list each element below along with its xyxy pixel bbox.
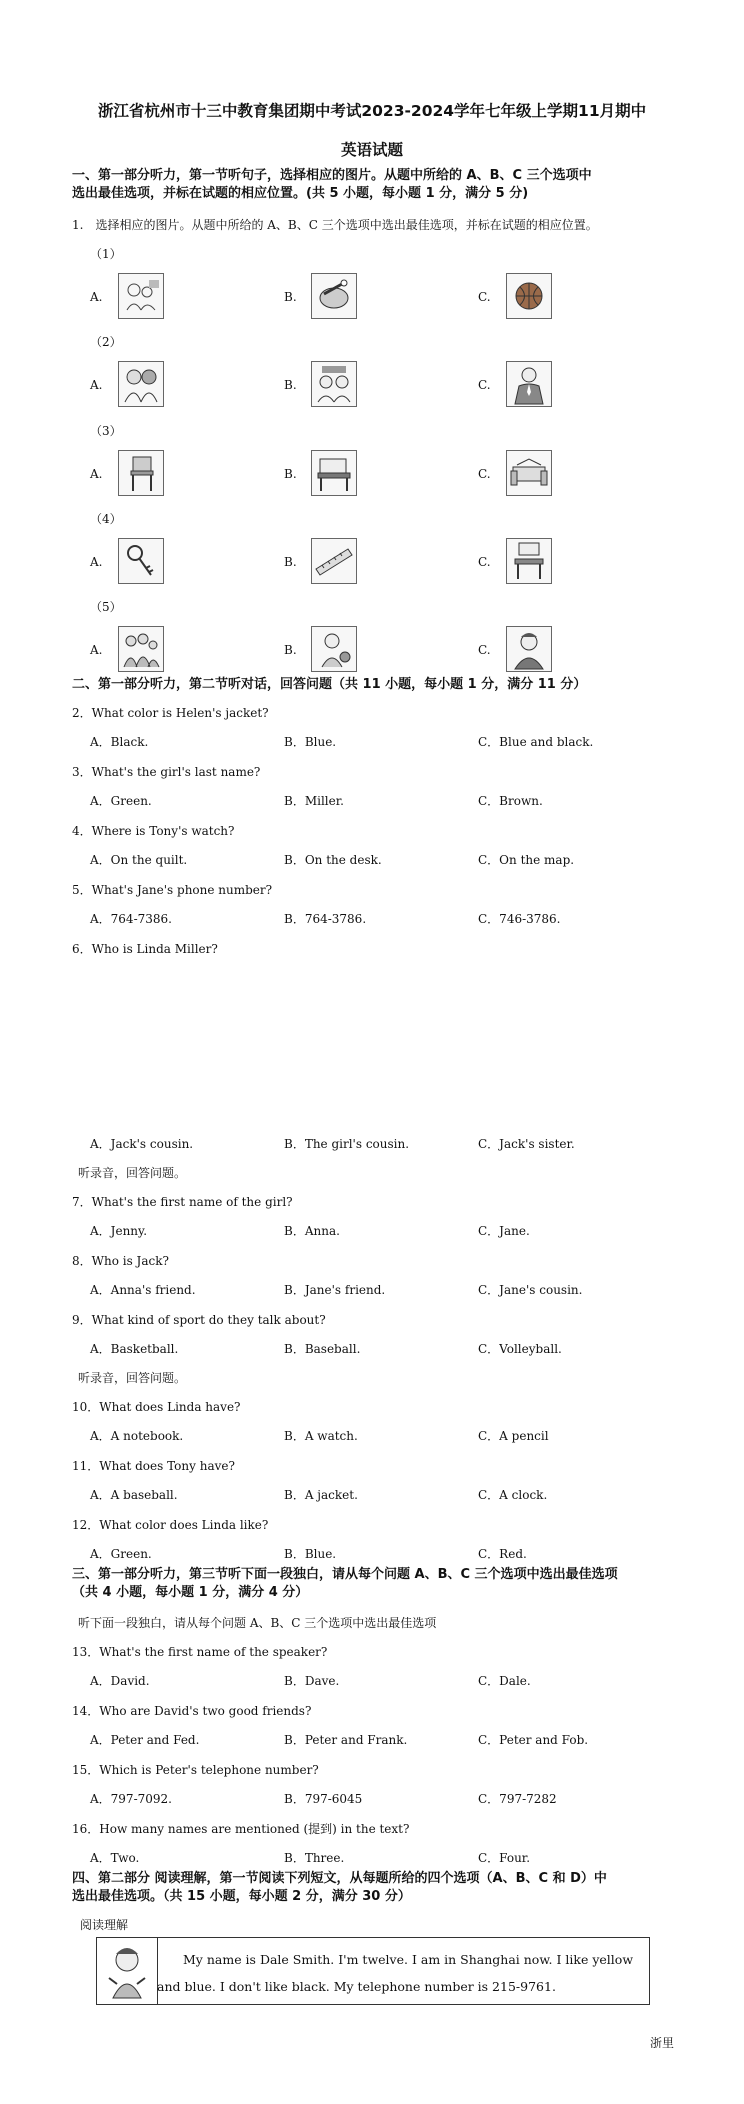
option-label: C. — [478, 378, 491, 392]
option-b[interactable]: B．Baseball. — [284, 1342, 361, 1356]
option-b[interactable]: B．The girl's cousin. — [284, 1137, 410, 1151]
subquestion-number: （1） — [90, 247, 122, 261]
question-10: 10．What does Linda have? — [72, 1400, 241, 1414]
question-13: 13．What's the first name of the speaker? — [72, 1645, 328, 1659]
option-b[interactable]: B．Anna. — [284, 1224, 340, 1238]
kids-picture-icon[interactable] — [118, 273, 164, 319]
man-in-suit-icon[interactable] — [506, 361, 552, 407]
option-a[interactable]: A．Green. — [90, 794, 152, 808]
option-c[interactable]: C．Jack's sister. — [478, 1137, 575, 1151]
option-label: B. — [284, 290, 297, 304]
question-2: 2．What color is Helen's jacket? — [72, 706, 269, 720]
option-a[interactable]: A．A notebook. — [90, 1429, 184, 1443]
option-label: B. — [284, 467, 297, 481]
subquestion-number: （5） — [90, 600, 122, 614]
option-a[interactable]: A．On the quilt. — [90, 853, 188, 867]
section-3-instruction: 听下面一段独白，请从每个问题 A、B、C 三个选项中选出最佳选项 — [78, 1616, 437, 1630]
option-b[interactable]: B．Jane's friend. — [284, 1283, 386, 1297]
basketball-icon[interactable] — [506, 273, 552, 319]
option-label: A. — [90, 378, 103, 392]
section-1-instruction: 1. 选择相应的图片。从题中所给的 A、B、C 三个选项中选出最佳选项，并标在试题的相应位置。 — [72, 218, 598, 232]
question-7: 7．What's the first name of the girl? — [72, 1195, 293, 1209]
option-label: C. — [478, 290, 491, 304]
option-c[interactable]: C．Volleyball. — [478, 1342, 562, 1356]
option-c[interactable]: C．Jane's cousin. — [478, 1283, 583, 1297]
option-a[interactable]: A．David. — [90, 1674, 150, 1688]
option-b[interactable]: B．Miller. — [284, 794, 344, 808]
option-label: A. — [90, 555, 103, 569]
page-title: 浙江省杭州市十三中教育集团期中考试2023-2024学年七年级上学期11月期中 — [97, 102, 647, 120]
reading-passage-box — [96, 1937, 650, 2005]
option-a[interactable]: A．Jack's cousin. — [90, 1137, 194, 1151]
option-b[interactable]: B．Peter and Frank. — [284, 1733, 408, 1747]
question-9: 9．What kind of sport do they talk about? — [72, 1313, 326, 1327]
cartoon-boy-icon — [97, 1938, 158, 2004]
option-label: A. — [90, 643, 103, 657]
subquestion-number: （2） — [90, 335, 122, 349]
boy-girl-icon[interactable] — [118, 361, 164, 407]
school-desk-icon[interactable] — [506, 538, 552, 584]
section-4-header: 四、第二部分 阅读理解，第一节阅读下列短文，从每题所给的四个选项（A、B、C 和 D）中 选出最佳选项。（共 15 小题，每小题 2 分，满分 30 分） — [72, 1871, 607, 1904]
option-a[interactable]: A．Peter and Fed. — [90, 1733, 200, 1747]
option-c[interactable]: C．Four. — [478, 1851, 531, 1865]
option-b[interactable]: B．797-6045 — [284, 1792, 363, 1806]
option-label: C. — [478, 643, 491, 657]
question-8: 8．Who is Jack? — [72, 1254, 169, 1268]
option-b[interactable]: B．Blue. — [284, 735, 337, 749]
option-a[interactable]: A．764-7386. — [90, 912, 172, 926]
option-c[interactable]: C．A pencil — [478, 1429, 549, 1443]
question-15: 15．Which is Peter's telephone number? — [72, 1763, 319, 1777]
option-a[interactable]: A．Black. — [90, 735, 149, 749]
option-c[interactable]: C．A clock. — [478, 1488, 548, 1502]
keys-icon[interactable] — [118, 538, 164, 584]
option-b[interactable]: B．Blue. — [284, 1547, 337, 1561]
option-label: B. — [284, 555, 297, 569]
listening-instruction: 听录音，回答问题。 — [78, 1166, 187, 1180]
question-5: 5．What's Jane's phone number? — [72, 883, 273, 897]
section-2-header: 二、第一部分听力，第二节听对话，回答问题（共 11 小题，每小题 1 分，满分 11 分） — [72, 677, 587, 692]
subquestion-number: （3） — [90, 424, 122, 438]
ruler-icon[interactable] — [311, 538, 357, 584]
question-16: 16．How many names are mentioned (提到) in the text? — [72, 1822, 410, 1836]
footer-watermark: 浙里 — [650, 2036, 675, 2050]
sofa-icon[interactable] — [506, 450, 552, 496]
question-11: 11．What does Tony have? — [72, 1459, 235, 1473]
option-c[interactable]: C．Brown. — [478, 794, 543, 808]
option-b[interactable]: B．Dave. — [284, 1674, 340, 1688]
reading-passage-text: My name is Dale Smith. I'm twelve. I am in Shanghai now. I like yellow and blue. I don't like black. My telephone number is 215-9761. — [157, 1952, 634, 1994]
page-subtitle: 英语试题 — [340, 141, 403, 159]
question-12: 12．What color does Linda like? — [72, 1518, 269, 1532]
option-b[interactable]: B．764-3786. — [284, 912, 367, 926]
option-label: C. — [478, 467, 491, 481]
option-c[interactable]: C．Red. — [478, 1547, 527, 1561]
boy-with-ball-icon[interactable] — [311, 626, 357, 672]
desk-icon[interactable] — [311, 450, 357, 496]
option-b[interactable]: B．Three. — [284, 1851, 345, 1865]
option-a[interactable]: A．Anna's friend. — [90, 1283, 196, 1297]
option-c[interactable]: C．Peter and Fob. — [478, 1733, 589, 1747]
option-c[interactable]: C．Blue and black. — [478, 735, 594, 749]
family-icon[interactable] — [118, 626, 164, 672]
boy-portrait-icon[interactable] — [506, 626, 552, 672]
section-3-header: 三、第一部分听力，第三节听下面一段独白，请从每个问题 A、B、C 三个选项中选出最佳选项 （共 4 小题，每小题 1 分，满分 4 分） — [72, 1567, 618, 1600]
subquestion-number: （4） — [90, 512, 122, 526]
question-3: 3．What's the girl's last name? — [72, 765, 261, 779]
question-4: 4．Where is Tony's watch? — [72, 824, 235, 838]
option-a[interactable]: A．Green. — [90, 1547, 152, 1561]
option-c[interactable]: C．Dale. — [478, 1674, 531, 1688]
option-c[interactable]: C．746-3786. — [478, 912, 561, 926]
option-b[interactable]: B．A watch. — [284, 1429, 358, 1443]
option-label: B. — [284, 643, 297, 657]
option-a[interactable]: A．Jenny. — [90, 1224, 148, 1238]
option-label: A. — [90, 290, 103, 304]
question-6: 6．Who is Linda Miller? — [72, 942, 218, 956]
option-a[interactable]: A．Two. — [90, 1851, 140, 1865]
chair-icon[interactable] — [118, 450, 164, 496]
option-a[interactable]: A．A baseball. — [90, 1488, 178, 1502]
option-b[interactable]: B．A jacket. — [284, 1488, 358, 1502]
option-a[interactable]: A．797-7092. — [90, 1792, 172, 1806]
section-1-header: 一、第一部分听力，第一节听句子，选择相应的图片。从题中所给的 A、B、C 三个选项中 选出最佳选项，并标在试题的相应位置。(共 5 小题，每小题 1 分，满分 5 分) — [72, 168, 592, 201]
listening-instruction: 听录音，回答问题。 — [78, 1371, 187, 1385]
question-14: 14．Who are David's two good friends? — [72, 1704, 312, 1718]
option-a[interactable]: A．Basketball. — [90, 1342, 179, 1356]
option-label: A. — [90, 467, 103, 481]
baseball-glove-icon[interactable] — [311, 273, 357, 319]
two-children-icon[interactable] — [311, 361, 357, 407]
option-label: C. — [478, 555, 491, 569]
option-b[interactable]: B．On the desk. — [284, 853, 382, 867]
reading-label: 阅读理解 — [80, 1918, 129, 1932]
option-c[interactable]: C．797-7282 — [478, 1792, 557, 1806]
option-label: B. — [284, 378, 297, 392]
option-c[interactable]: C．On the map. — [478, 853, 575, 867]
option-c[interactable]: C．Jane. — [478, 1224, 530, 1238]
